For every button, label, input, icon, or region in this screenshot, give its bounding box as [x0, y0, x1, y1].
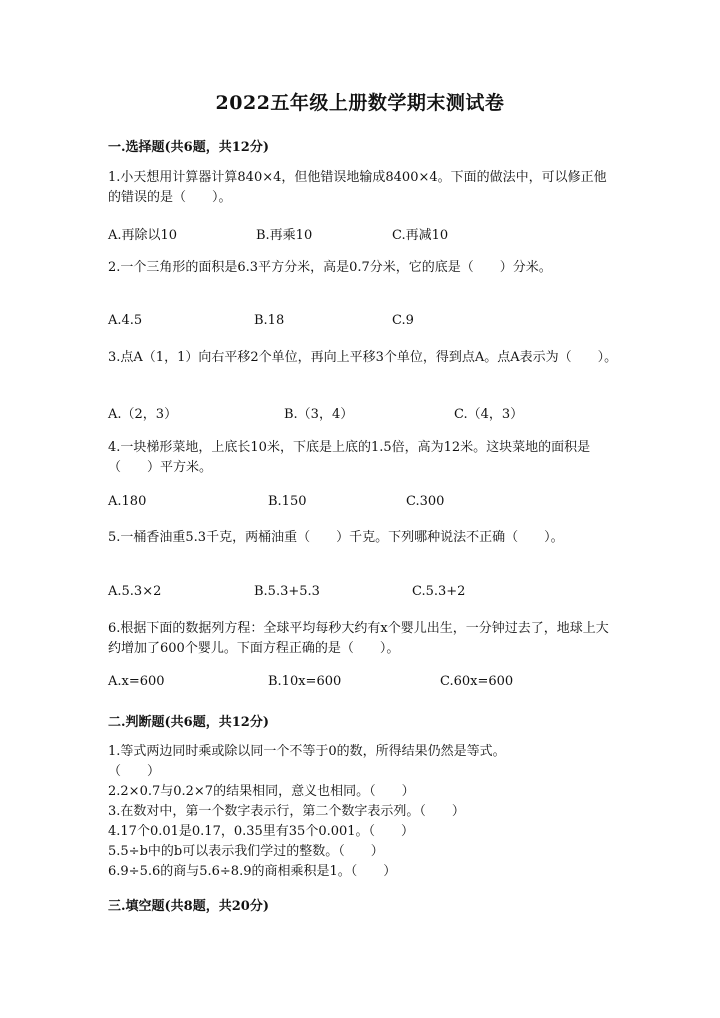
section-heading-judge: 二.判断题(共6题，共12分)	[108, 715, 269, 730]
section-heading-fill: 三.填空题(共8题，共20分)	[108, 899, 269, 914]
judge-item-6: 6.9÷5.6的商与5.6÷8.9的商相乘积是1。（ ）	[108, 864, 397, 879]
option-b: B.5.3+5.3	[254, 584, 320, 599]
judge-item-3: 3.在数对中，第一个数字表示行，第二个数字表示列。（ ）	[108, 804, 465, 819]
option-b: B.18	[254, 313, 285, 328]
option-b: B.（3，4）	[284, 407, 354, 422]
section-heading-choice: 一.选择题(共6题，共12分)	[108, 140, 269, 155]
judge-item-1-bracket: （ ）	[108, 764, 161, 779]
option-c: C.60x=600	[440, 674, 514, 689]
judge-item-1: 1.等式两边同时乘或除以同一个不等于0的数，所得结果仍然是等式。	[108, 744, 506, 759]
options-5	[108, 584, 628, 604]
option-b: B.再乘10	[256, 228, 313, 243]
question-1: 1.小天想用计算器计算840×4，但他错误地输成8400×4。下面的做法中，可以修正他的错误的是（ ）。	[108, 170, 607, 205]
option-c: C.5.3+2	[412, 584, 466, 599]
judge-item-2: 2.2×0.7与0.2×7的结果相同，意义也相同。（ ）	[108, 784, 415, 799]
options-3	[108, 403, 628, 423]
option-c: C.再减10	[392, 228, 449, 243]
options-6	[108, 674, 628, 694]
question-5: 5.一桶香油重5.3千克，两桶油重（ ）千克。下列哪种说法不正确（ ）。	[108, 530, 564, 545]
option-c: C.（4，3）	[454, 407, 524, 422]
judge-item-5: 5.5÷b中的b可以表示我们学过的整数。（ ）	[108, 844, 384, 859]
option-a: A.4.5	[108, 313, 143, 328]
option-c: C.300	[406, 494, 445, 509]
question-3: 3.点A（1，1）向右平移2个单位，再向上平移3个单位，得到点A。点A表示为（ ）。	[108, 350, 618, 365]
option-a: A.x=600	[108, 674, 165, 689]
question-6: 6.根据下面的数据列方程：全球平均每秒大约有x个婴儿出生，一分钟过去了，地球上大约增加了600个婴儿。下面方程正确的是（ ）。	[108, 621, 609, 656]
judge-item-4: 4.17个0.01是0.17，0.35里有35个0.001。（ ）	[108, 824, 415, 839]
options-2	[108, 313, 628, 333]
option-a: A.（2，3）	[108, 407, 178, 422]
options-1	[108, 224, 628, 244]
option-a: A.180	[108, 494, 147, 509]
option-b: B.10x=600	[268, 674, 342, 689]
options-4	[108, 494, 628, 514]
option-c: C.9	[392, 313, 414, 328]
option-b: B.150	[268, 494, 307, 509]
question-4: 4.一块梯形菜地，上底长10米，下底是上底的1.5倍，高为12米。这块菜地的面积是（ ）平方米。	[108, 440, 591, 475]
option-a: A.5.3×2	[108, 584, 162, 599]
page-title: 2022五年级上册数学期末测试卷	[215, 92, 505, 114]
judge-list	[108, 742, 628, 882]
option-a: A.再除以10	[108, 228, 178, 243]
question-2: 2.一个三角形的面积是6.3平方分米，高是0.7分米，它的底是（ ）分米。	[108, 260, 552, 275]
